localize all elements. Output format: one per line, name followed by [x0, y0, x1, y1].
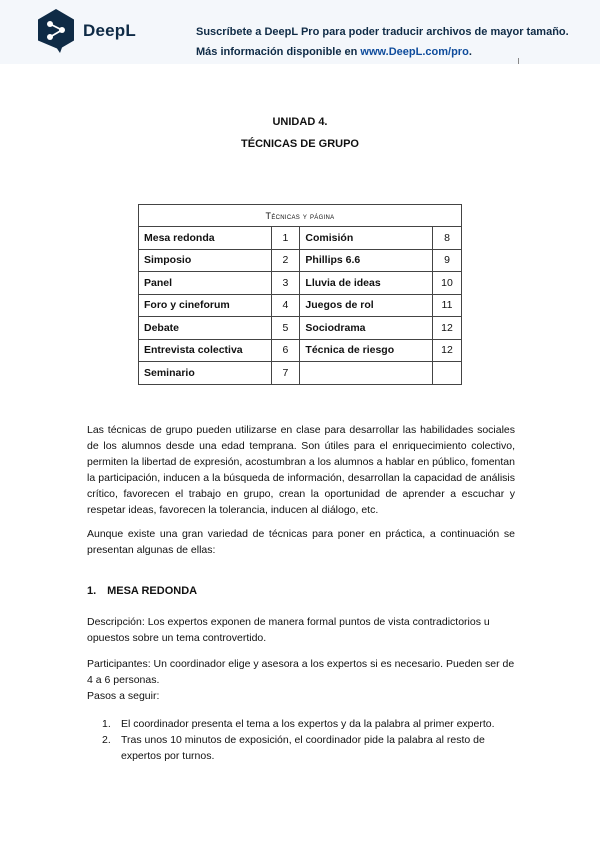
technique-page: 7 [271, 362, 300, 385]
list-item [87, 716, 515, 732]
section-number: 1. [87, 585, 97, 597]
deepl-logo-icon [36, 8, 76, 54]
technique-page: 2 [271, 249, 300, 272]
deepl-logo-text: DeepL [83, 21, 136, 40]
technique-page: 6 [271, 339, 300, 362]
step-text: Tras unos 10 minutos de exposición, el coordinador pide la palabra al resto de expertos por turnos. [121, 734, 485, 762]
technique-page: 12 [433, 317, 462, 340]
table-row [139, 294, 462, 317]
technique-name: Comisión [300, 227, 433, 250]
technique-name: Mesa redonda [139, 227, 272, 250]
technique-name: Juegos de rol [300, 294, 433, 317]
page-tick [518, 58, 519, 64]
steps-label: Pasos a seguir: [87, 690, 160, 702]
step-number: 1. [102, 718, 111, 730]
section-heading [87, 585, 197, 597]
techniques-table [138, 204, 462, 385]
technique-name: Simposio [139, 249, 272, 272]
technique-page: 8 [433, 227, 462, 250]
table-row [139, 362, 462, 385]
second-paragraph: Aunque existe una gran variedad de técnicas para poner en práctica, a continuación se presentan algunas de ellas: [87, 528, 515, 556]
table-row [139, 339, 462, 362]
technique-page: 11 [433, 294, 462, 317]
step-number: 2. [102, 734, 111, 746]
technique-name: Foro y cineforum [139, 294, 272, 317]
technique-page: 10 [433, 272, 462, 295]
table-row [139, 317, 462, 340]
table-row [139, 272, 462, 295]
section-title: MESA REDONDA [107, 585, 198, 597]
technique-name [300, 362, 433, 385]
technique-page: 12 [433, 339, 462, 362]
promo-message [196, 22, 569, 62]
technique-name: Debate [139, 317, 272, 340]
table-row [139, 249, 462, 272]
intro-paragraph: Las técnicas de grupo pueden utilizarse en clase para desarrollar las habilidades sociales de los alumnos desde una edad temprana. Son útiles para el enriquecimiento colectivo, permiten la libertad de expresión, acostumbran a los alumnos a hablar en público, fomentan la participación, inducen a la búsqueda de información, desarrollan la capacidad de análisis crítico, favorecen el trabajo en grupo, crean la oportunidad de aprender a escuchar y respetar ideas, favorecen la tolerancia, inducen al diálogo, etc. [87, 424, 515, 516]
technique-name: Lluvia de ideas [300, 272, 433, 295]
promo-line-1: Suscríbete a DeepL Pro para poder traducir archivos de mayor tamaño. [196, 26, 569, 38]
step-text: El coordinador presenta el tema a los expertos y da la palabra al primer experto. [121, 718, 495, 730]
technique-page: 3 [271, 272, 300, 295]
technique-page: 1 [271, 227, 300, 250]
document-subtitle: TÉCNICAS DE GRUPO [241, 138, 359, 150]
deepl-banner [0, 0, 600, 64]
technique-name: Técnica de riesgo [300, 339, 433, 362]
description-paragraph: Descripción: Los expertos exponen de manera formal puntos de vista contradictorios u opuestos sobre un tema controvertido. [87, 616, 490, 644]
steps-list [87, 716, 515, 764]
technique-page: 5 [271, 317, 300, 340]
table-header: Técnicas y página [139, 205, 462, 227]
technique-page: 4 [271, 294, 300, 317]
participants-paragraph: Participantes: Un coordinador elige y asesora a los expertos si es necesario. Pueden ser de 4 a 6 personas. [87, 658, 515, 686]
technique-name: Panel [139, 272, 272, 295]
technique-name: Seminario [139, 362, 272, 385]
promo-line-2: Más información disponible en www.DeepL.com/pro. [196, 46, 472, 58]
technique-name: Sociodrama [300, 317, 433, 340]
table-row [139, 227, 462, 250]
technique-page: 9 [433, 249, 462, 272]
unit-title: UNIDAD 4. [272, 116, 328, 128]
list-item [87, 732, 515, 764]
deepl-pro-link[interactable]: www.DeepL.com/pro [360, 46, 469, 58]
technique-name: Entrevista colectiva [139, 339, 272, 362]
technique-name: Phillips 6.6 [300, 249, 433, 272]
technique-page [433, 362, 462, 385]
